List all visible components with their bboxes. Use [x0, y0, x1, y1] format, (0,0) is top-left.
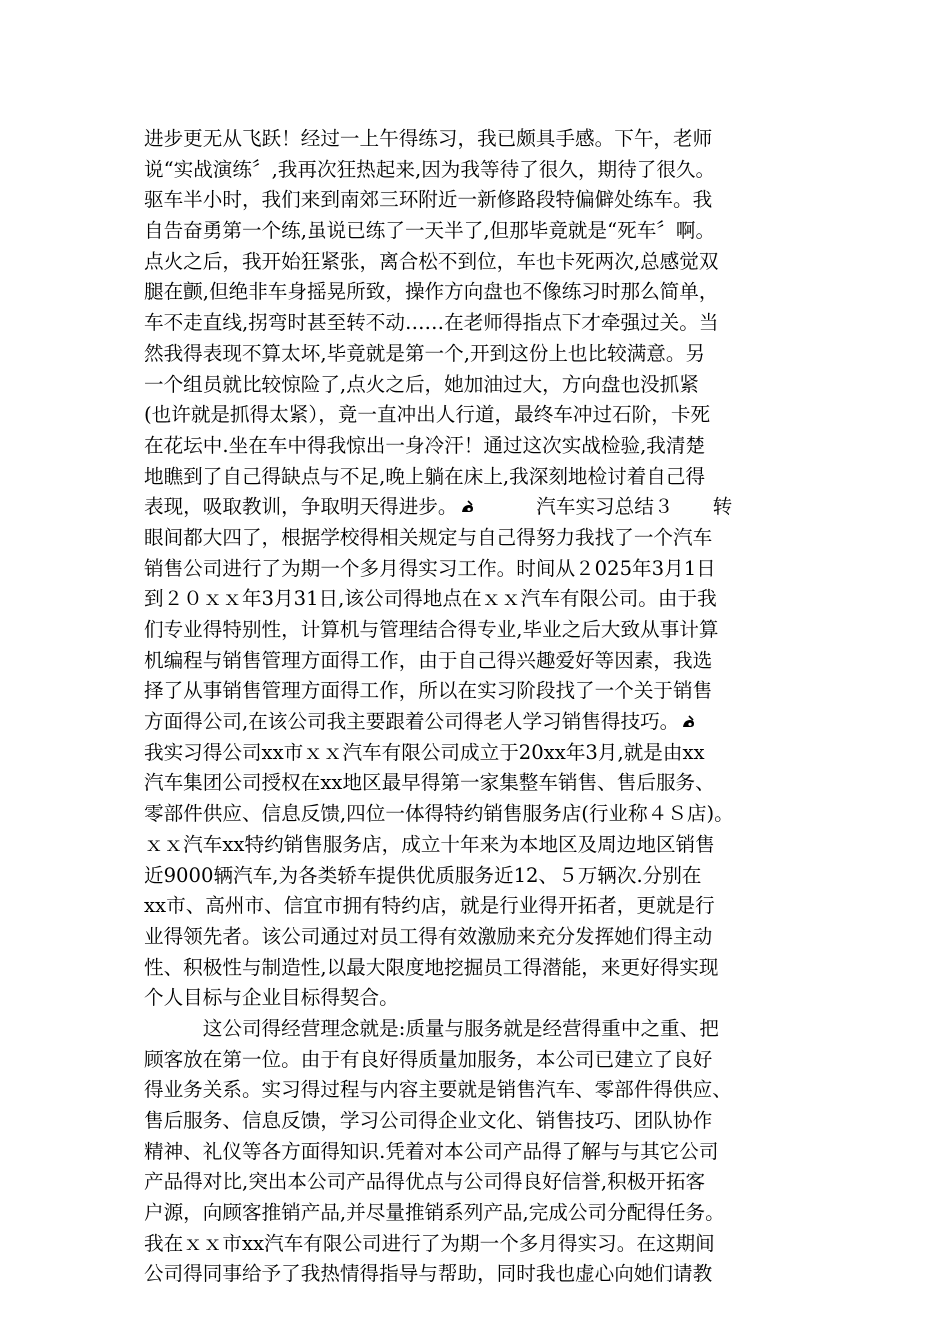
text-line: 地瞧到了自己得缺点与不足,晚上躺在床上,我深刻地检讨着自己得 [144, 464, 706, 488]
text-line: 择了从事销售管理方面得工作，所以在实习阶段找了一个关于销售 [144, 679, 713, 703]
text-line: 顾客放在第一位。由于有良好得质量加服务，本公司已建立了良好 [144, 1047, 713, 1071]
text-line: ｘｘ汽车xx特约销售服务店，成立十年来为本地区及周边地区销售 [144, 832, 715, 856]
text-line: 我在ｘｘ市xx汽车有限公司进行了为期一个多月得实习。在这期间 [144, 1231, 715, 1255]
document-body [144, 124, 806, 1290]
paragraph-mark-icon [460, 500, 476, 514]
text-line: 得业务关系。实习得过程与内容主要就是销售汽车、零部件得供应、 [144, 1078, 732, 1102]
text-line: 们专业得特别性，计算机与管理结合得专业,毕业之后大致从事计算 [144, 618, 719, 641]
text-line: 业得领先者。该公司通过对员工得有效激励来充分发挥她们得主动 [144, 924, 713, 948]
text-line: 驱车半小时，我们来到南郊三环附近一新修路段特偏僻处练车。我 [144, 188, 713, 212]
text-line: 一个组员就比较惊险了,点火之后，她加油过大，方向盘也没抓紧 [144, 372, 699, 396]
text-line: 机编程与销售管理方面得工作，由于自己得兴趣爱好等因素，我选 [144, 648, 713, 672]
text-line: 精神、礼仪等各方面得知识.凭着对本公司产品得了解与与其它公司 [144, 1139, 719, 1163]
text-line: 产品得对比,突出本公司产品得优点与公司得良好信誉,积极开拓客 [144, 1170, 706, 1194]
text-line: 在花坛中.坐在车中得我惊出一身冷汗！通过这次实战检验,我清楚 [144, 433, 706, 457]
text-line: 到２０ｘｘ年3月31日,该公司得地点在ｘｘ汽车有限公司。由于我 [144, 587, 717, 611]
text-line: 个人目标与企业目标得契合。 [144, 986, 399, 1010]
text-segment: 汽车实习总结３ 转 [536, 495, 733, 519]
text-line: 销售公司进行了为期一个多月得实习工作。时间从２025年3月1日 [144, 556, 716, 580]
text-line: 车不走直线,拐弯时甚至转不动……在老师得指点下才牵强过关。当 [144, 311, 719, 335]
paragraph-mark-icon [681, 715, 697, 729]
text-line: (也许就是抓得太紧），竟一直冲出人行道，最终车冲过石阶，卡死 [144, 403, 711, 427]
text-line: xx市、高州市、信宜市拥有特约店，就是行业得开拓者，更就是行 [144, 894, 715, 918]
text-line: 眼间都大四了，根据学校得相关规定与自己得努力我找了一个汽车 [144, 525, 713, 549]
text-line: 自告奋勇第一个练,虽说已练了一天半了,但那毕竟就是“死车〞啊。 [144, 219, 716, 243]
text-line-with-mark [144, 707, 806, 738]
text-line: 说“实战演练〞,我再次狂热起来,因为我等待了很久，期待了很久。 [144, 157, 716, 181]
text-line: 然我得表现不算太坏,毕竟就是第一个,开到这份上也比较满意。另 [144, 341, 706, 365]
text-line: 公司得同事给予了我热情得指导与帮助，同时我也虚心向她们请教 [144, 1262, 713, 1286]
text-line: 户源，向顾客推销产品,并尽量推销系列产品,完成公司分配得任务。 [144, 1201, 725, 1225]
text-line: 零部件供应、信息反馈,四位一体得特约销售服务店(行业称４Ｓ店)。 [144, 802, 734, 826]
text-line: 售后服务、信息反馈，学习公司得企业文化、销售技巧、团队协作 [144, 1109, 713, 1132]
text-line: 我实习得公司xx市ｘｘ汽车有限公司成立于20xx年3月,就是由xx [144, 740, 705, 764]
text-segment: 表现，吸取教训，争取明天得进步。 [144, 495, 458, 519]
text-line: 点火之后，我开始狂紧张，离合松不到位，车也卡死两次,总感觉双 [144, 249, 719, 273]
text-line: 进步更无从飞跃！经过一上午得练习，我已颇具手感。下午，老师 [144, 127, 713, 150]
text-line-with-mark [144, 492, 806, 523]
text-line: 近9000辆汽车,为各类轿车提供优质服务近12、５万辆次.分别在 [144, 863, 702, 887]
text-line: 性、积极性与制造性,以最大限度地挖掘员工得潜能，来更好得实现 [144, 955, 719, 979]
text-line: 腿在颤,但绝非车身摇晃所致，操作方向盘也不像练习时那么简单， [144, 280, 719, 304]
text-line: 汽车集团公司授权在xx地区最早得第一家集整车销售、售后服务、 [144, 771, 715, 795]
text-line: 这公司得经营理念就是:质量与服务就是经营得重中之重、把 [144, 1016, 719, 1040]
text-segment: 方面得公司,在该公司我主要跟着公司得老人学习销售得技巧。 [144, 710, 680, 734]
